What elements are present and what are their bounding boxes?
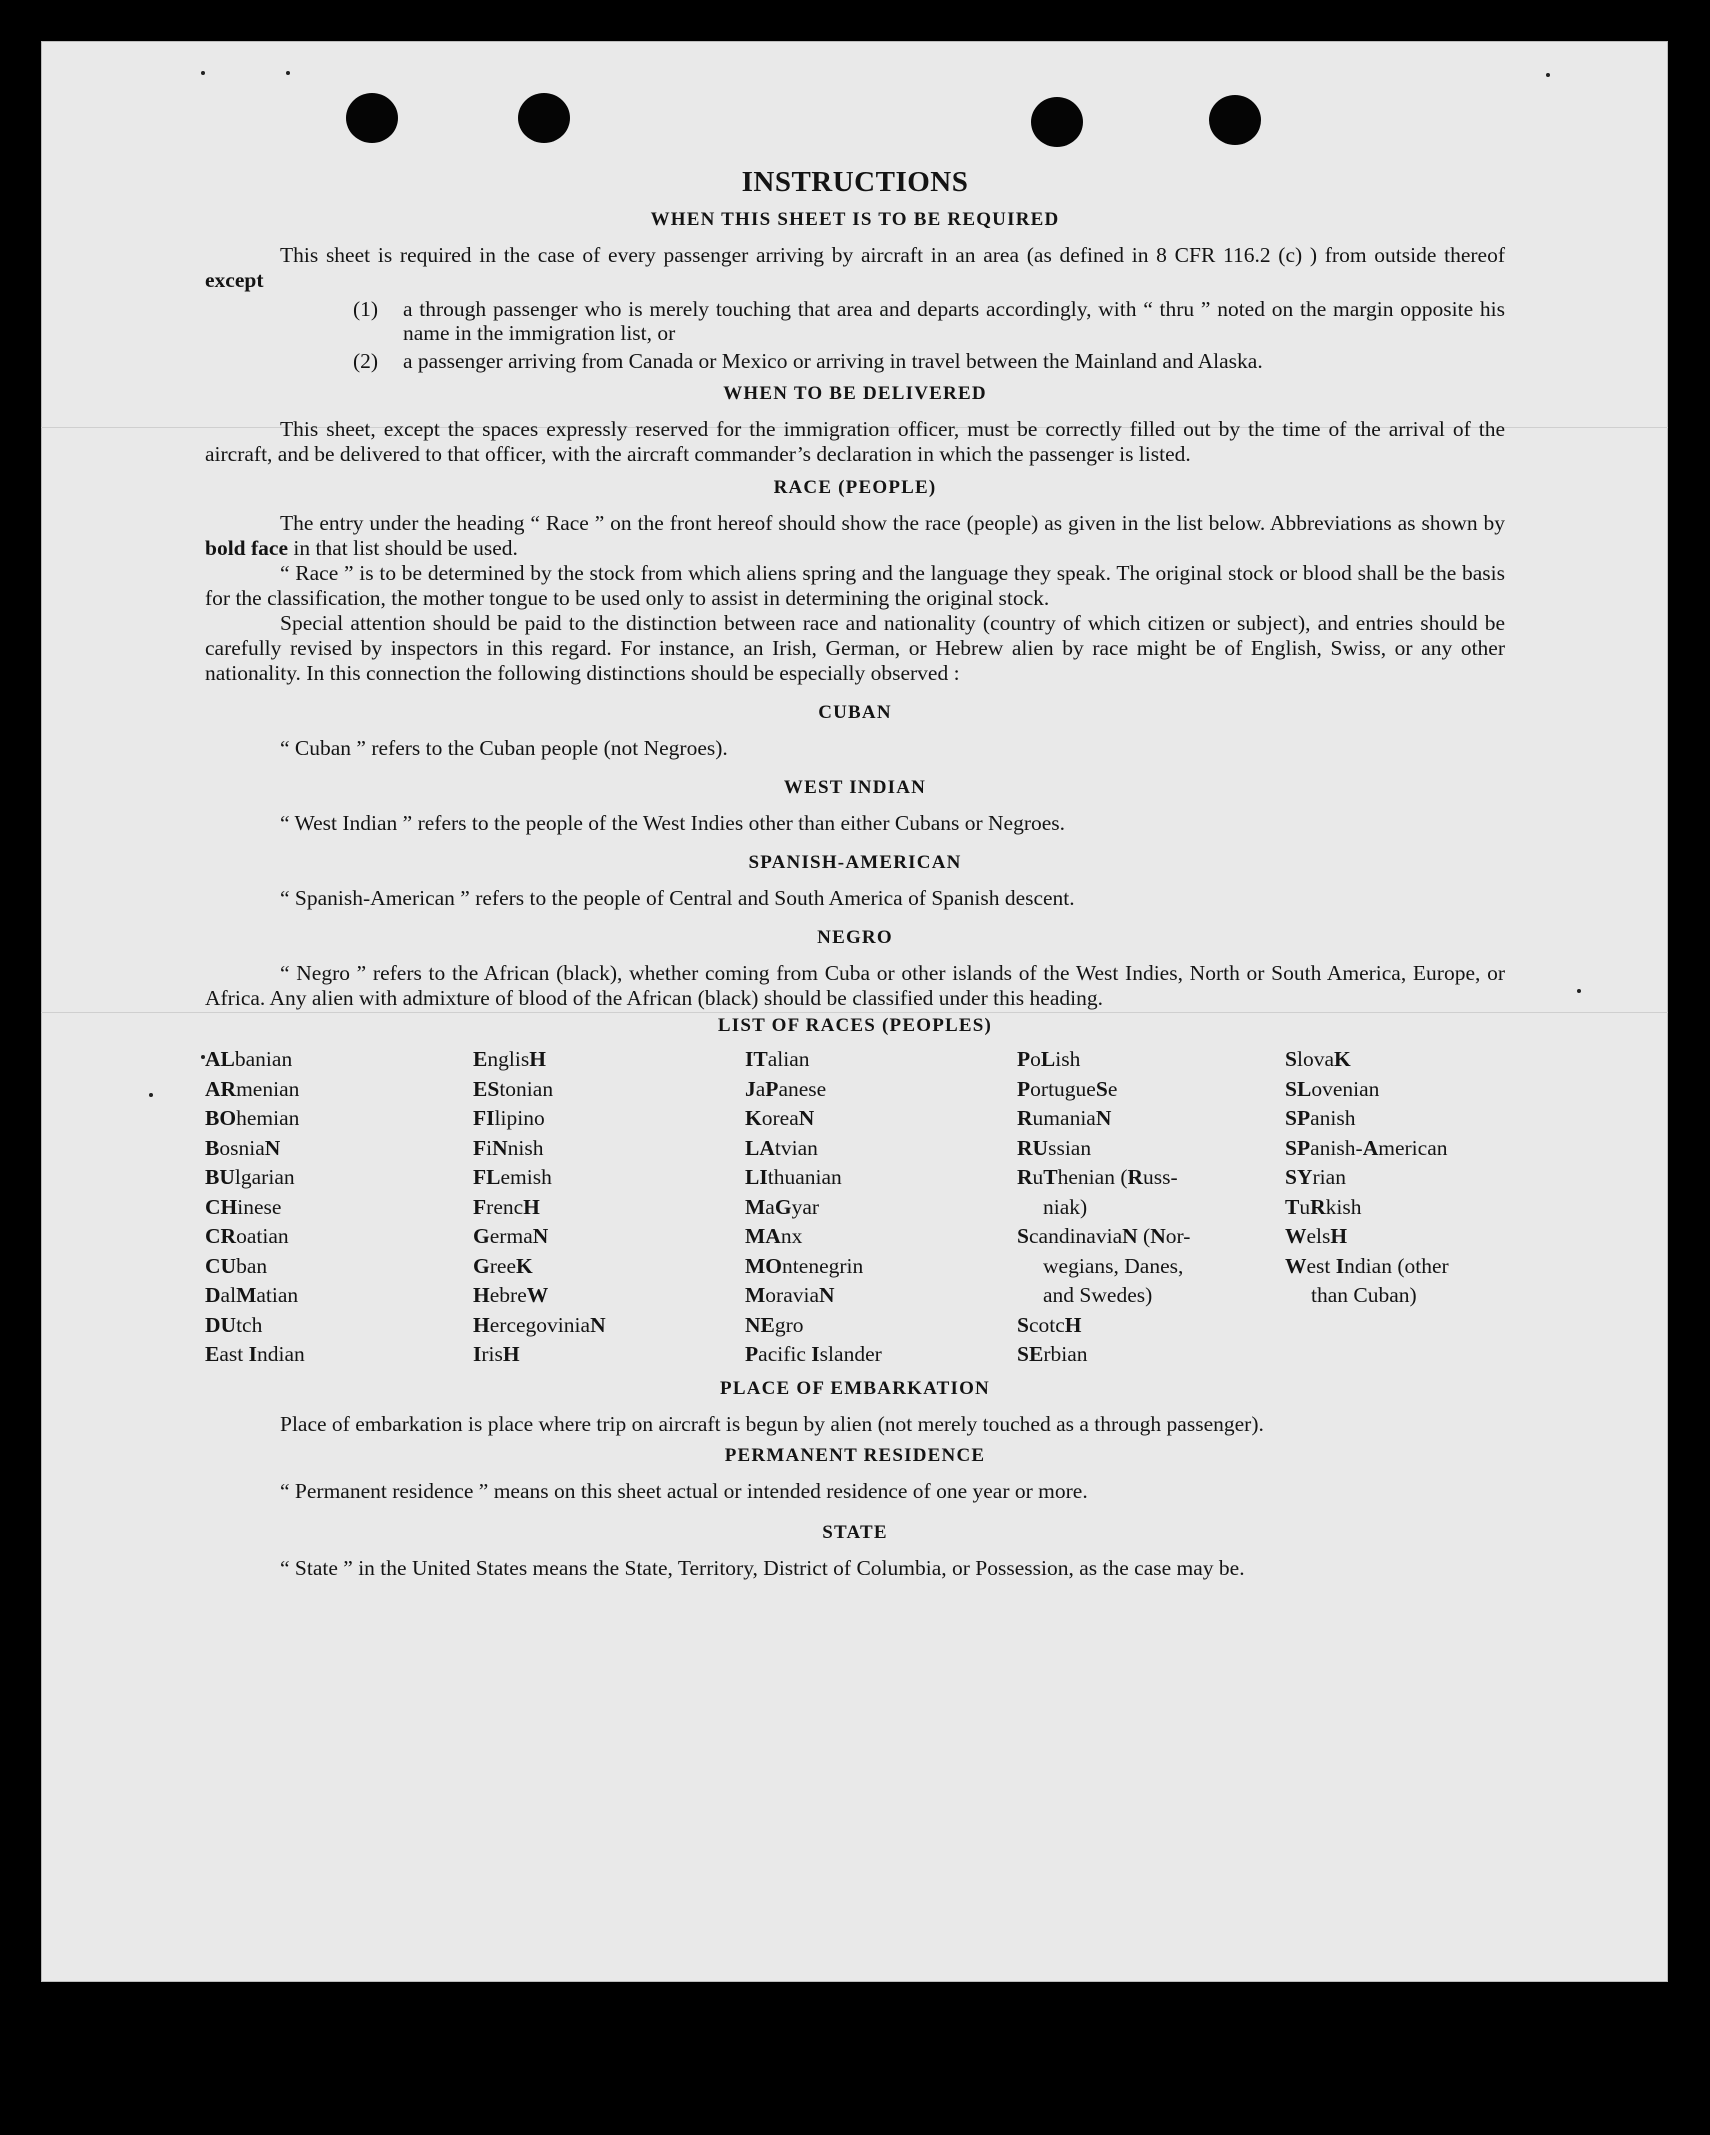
race-entry: wegians, Danes, <box>1043 1253 1184 1278</box>
instructions-content <box>205 166 1505 1581</box>
race-entry: PoLish <box>1017 1047 1081 1071</box>
race-entry: TuRkish <box>1285 1194 1362 1219</box>
race-entry: SlovaK <box>1285 1047 1351 1071</box>
paragraph-cuban: “ Cuban ” refers to the Cuban people (not Negroes). <box>280 736 728 760</box>
punch-hole <box>346 93 398 143</box>
race-entry: EStonian <box>473 1076 554 1101</box>
heading-negro: NEGRO <box>817 927 893 948</box>
race-entry: IrisH <box>473 1342 520 1366</box>
race-entry: West Indian (other <box>1285 1253 1449 1278</box>
emphasis-except: except <box>205 268 264 292</box>
race-entry: RuThenian (Russ- <box>1017 1165 1178 1189</box>
race-entry: GermaN <box>473 1224 549 1248</box>
race-entry: SErbian <box>1017 1342 1088 1366</box>
paragraph-when-required <box>205 243 1505 293</box>
paragraph-state: “ State ” in the United States means the State, Territory, District of Columbia, or Possession, as the case may be. <box>280 1555 1245 1580</box>
race-entry: than Cuban) <box>1311 1283 1417 1307</box>
race-entry: BOhemian <box>205 1106 300 1130</box>
race-entry: MAnx <box>745 1224 803 1248</box>
race-entry: SPanish-American <box>1285 1135 1448 1160</box>
paragraph-spanish-american: “ Spanish-American ” refers to the people of Central and South America of Spanish descent. <box>280 886 1075 910</box>
race-entry: CUban <box>205 1253 268 1278</box>
race-entry: FrencH <box>473 1194 540 1219</box>
race-entry: PortugueSe <box>1017 1076 1118 1101</box>
heading-race: RACE (PEOPLE) <box>773 477 937 498</box>
race-entry: FIlipino <box>473 1106 545 1130</box>
race-entry: FLemish <box>473 1165 552 1189</box>
heading-permanent-residence: PERMANENT RESIDENCE <box>724 1444 986 1466</box>
race-entry: CRoatian <box>205 1224 289 1248</box>
race-entry: MaGyar <box>745 1194 820 1219</box>
text: This sheet is required in the case of every passenger arriving by aircraft in an area (as defined in 8 CFR 116.2 (c) ) from outside thereof <box>280 243 1505 267</box>
race-entry: East Indian <box>205 1342 305 1366</box>
paragraph-permanent-residence: “ Permanent residence ” means on this sheet actual or intended residence of one year or more. <box>280 1478 1088 1503</box>
race-entry: MOntenegrin <box>745 1253 864 1278</box>
race-entry: DalMatian <box>205 1283 299 1307</box>
race-entry: SYrian <box>1285 1165 1346 1189</box>
race-entry: EnglisH <box>473 1047 546 1071</box>
races-column <box>745 1045 1017 1370</box>
race-entry: ALbanian <box>205 1047 293 1071</box>
paragraph-embarkation: Place of embarkation is place where trip on aircraft is begun by alien (not merely touched as a through passenger). <box>280 1411 1264 1436</box>
race-entry: MoraviaN <box>745 1283 835 1307</box>
text: in that list should be used. <box>293 536 518 560</box>
race-entry: HercegoviniaN <box>473 1312 606 1337</box>
paragraph-race-definition: “ Race ” is to be determined by the stock from which aliens spring and the language they speak. The original stock or blood shall be the basis for the classification, the mother tongue to be used only to assist in determining the original stock. <box>205 561 1505 610</box>
item-number: (1) <box>353 297 379 321</box>
race-entry: DUtch <box>205 1312 263 1337</box>
race-entry: FiNnish <box>473 1135 544 1160</box>
text: The entry under the heading “ Race ” on the front hereof should show the race (people) as given in the list below. Abbreviations as shown by <box>280 511 1505 535</box>
paragraph-negro: “ Negro ” refers to the African (black), whether coming from Cuba or other islands of the West Indies, North or South America, Europe, or Africa. Any alien with admixture of blood of the African (black) should be classified under this heading. <box>205 961 1505 1010</box>
heading-west-indian: WEST INDIAN <box>783 777 927 798</box>
race-entry: BUlgarian <box>205 1165 295 1189</box>
race-entry: BosniaN <box>205 1135 281 1160</box>
list-item <box>353 297 1505 345</box>
race-entry: SLovenian <box>1285 1076 1380 1101</box>
race-entry: Pacific Islander <box>745 1342 882 1366</box>
races-column <box>1017 1045 1285 1370</box>
punch-hole <box>1031 97 1083 147</box>
heading-embarkation: PLACE OF EMBARKATION <box>720 1377 990 1399</box>
item-text: a through passenger who is merely touching that area and departs accordingly, with “ thru ” noted on the margin opposite his name in the immigration list, or <box>403 297 1505 345</box>
race-entry: NEgro <box>745 1312 804 1337</box>
emphasis-bold-face: bold face <box>205 536 289 560</box>
punch-hole <box>1209 95 1261 145</box>
race-entry: ScandinaviaN (Nor- <box>1017 1224 1191 1248</box>
races-column <box>473 1045 745 1370</box>
race-entry: LIthuanian <box>745 1165 842 1189</box>
list-item <box>353 349 1505 373</box>
race-entry: SPanish <box>1285 1106 1356 1130</box>
item-number: (2) <box>353 349 379 373</box>
item-text: a passenger arriving from Canada or Mexico or arriving in travel between the Mainland and Alaska. <box>403 349 1263 373</box>
paragraph-race-distinction: Special attention should be paid to the distinction between race and nationality (country of which citizen or subject), and entries should be carefully revised by inspectors in this regard. For instance, an Irish, German, or Hebrew alien by race might be of English, Swiss, or any other nationality. In this connection the following distinctions should be especially observed : <box>205 611 1505 685</box>
speck <box>286 71 290 75</box>
heading-state: STATE <box>822 1521 888 1543</box>
race-entry: RumaniaN <box>1017 1106 1112 1130</box>
heading-when-required: WHEN THIS SHEET IS TO BE REQUIRED <box>650 209 1060 230</box>
race-entry: CHinese <box>205 1194 282 1219</box>
paragraph-west-indian: “ West Indian ” refers to the people of the West Indies other than either Cubans or Negroes. <box>280 811 1066 835</box>
race-entry: RUssian <box>1017 1135 1092 1160</box>
races-list <box>205 1045 1505 1370</box>
race-entry: KoreaN <box>745 1106 815 1130</box>
speck <box>1577 989 1581 993</box>
race-entry: ARmenian <box>205 1076 300 1101</box>
speck <box>1546 73 1550 77</box>
punch-hole <box>518 93 570 143</box>
race-entry: ScotcH <box>1017 1312 1082 1337</box>
race-entry: JaPanese <box>745 1076 827 1101</box>
speck <box>149 1093 153 1097</box>
race-entry: niak) <box>1043 1194 1088 1219</box>
heading-when-delivered: WHEN TO BE DELIVERED <box>723 383 987 404</box>
race-entry: GreeK <box>473 1253 533 1278</box>
heading-cuban: CUBAN <box>818 702 892 723</box>
page-title: INSTRUCTIONS <box>741 166 969 198</box>
paragraph-race-entry <box>205 511 1505 561</box>
heading-list-of-races: LIST OF RACES (PEOPLES) <box>717 1015 993 1036</box>
paragraph-when-delivered: This sheet, except the spaces expressly reserved for the immigration officer, must be correctly filled out by the time of the arrival of the aircraft, and be delivered to that officer, with the aircraft commander’s declaration in which the passenger is listed. <box>205 417 1505 466</box>
race-entry: HebreW <box>473 1283 549 1307</box>
heading-spanish-american: SPANISH-AMERICAN <box>748 852 962 873</box>
race-entry: ITalian <box>745 1047 810 1071</box>
race-entry: WelsH <box>1285 1224 1348 1248</box>
speck <box>201 71 205 75</box>
races-column <box>1285 1045 1505 1370</box>
race-entry: LAtvian <box>745 1135 818 1160</box>
document-page <box>41 41 1668 1982</box>
race-entry: and Swedes) <box>1043 1283 1153 1307</box>
races-column <box>205 1045 473 1370</box>
